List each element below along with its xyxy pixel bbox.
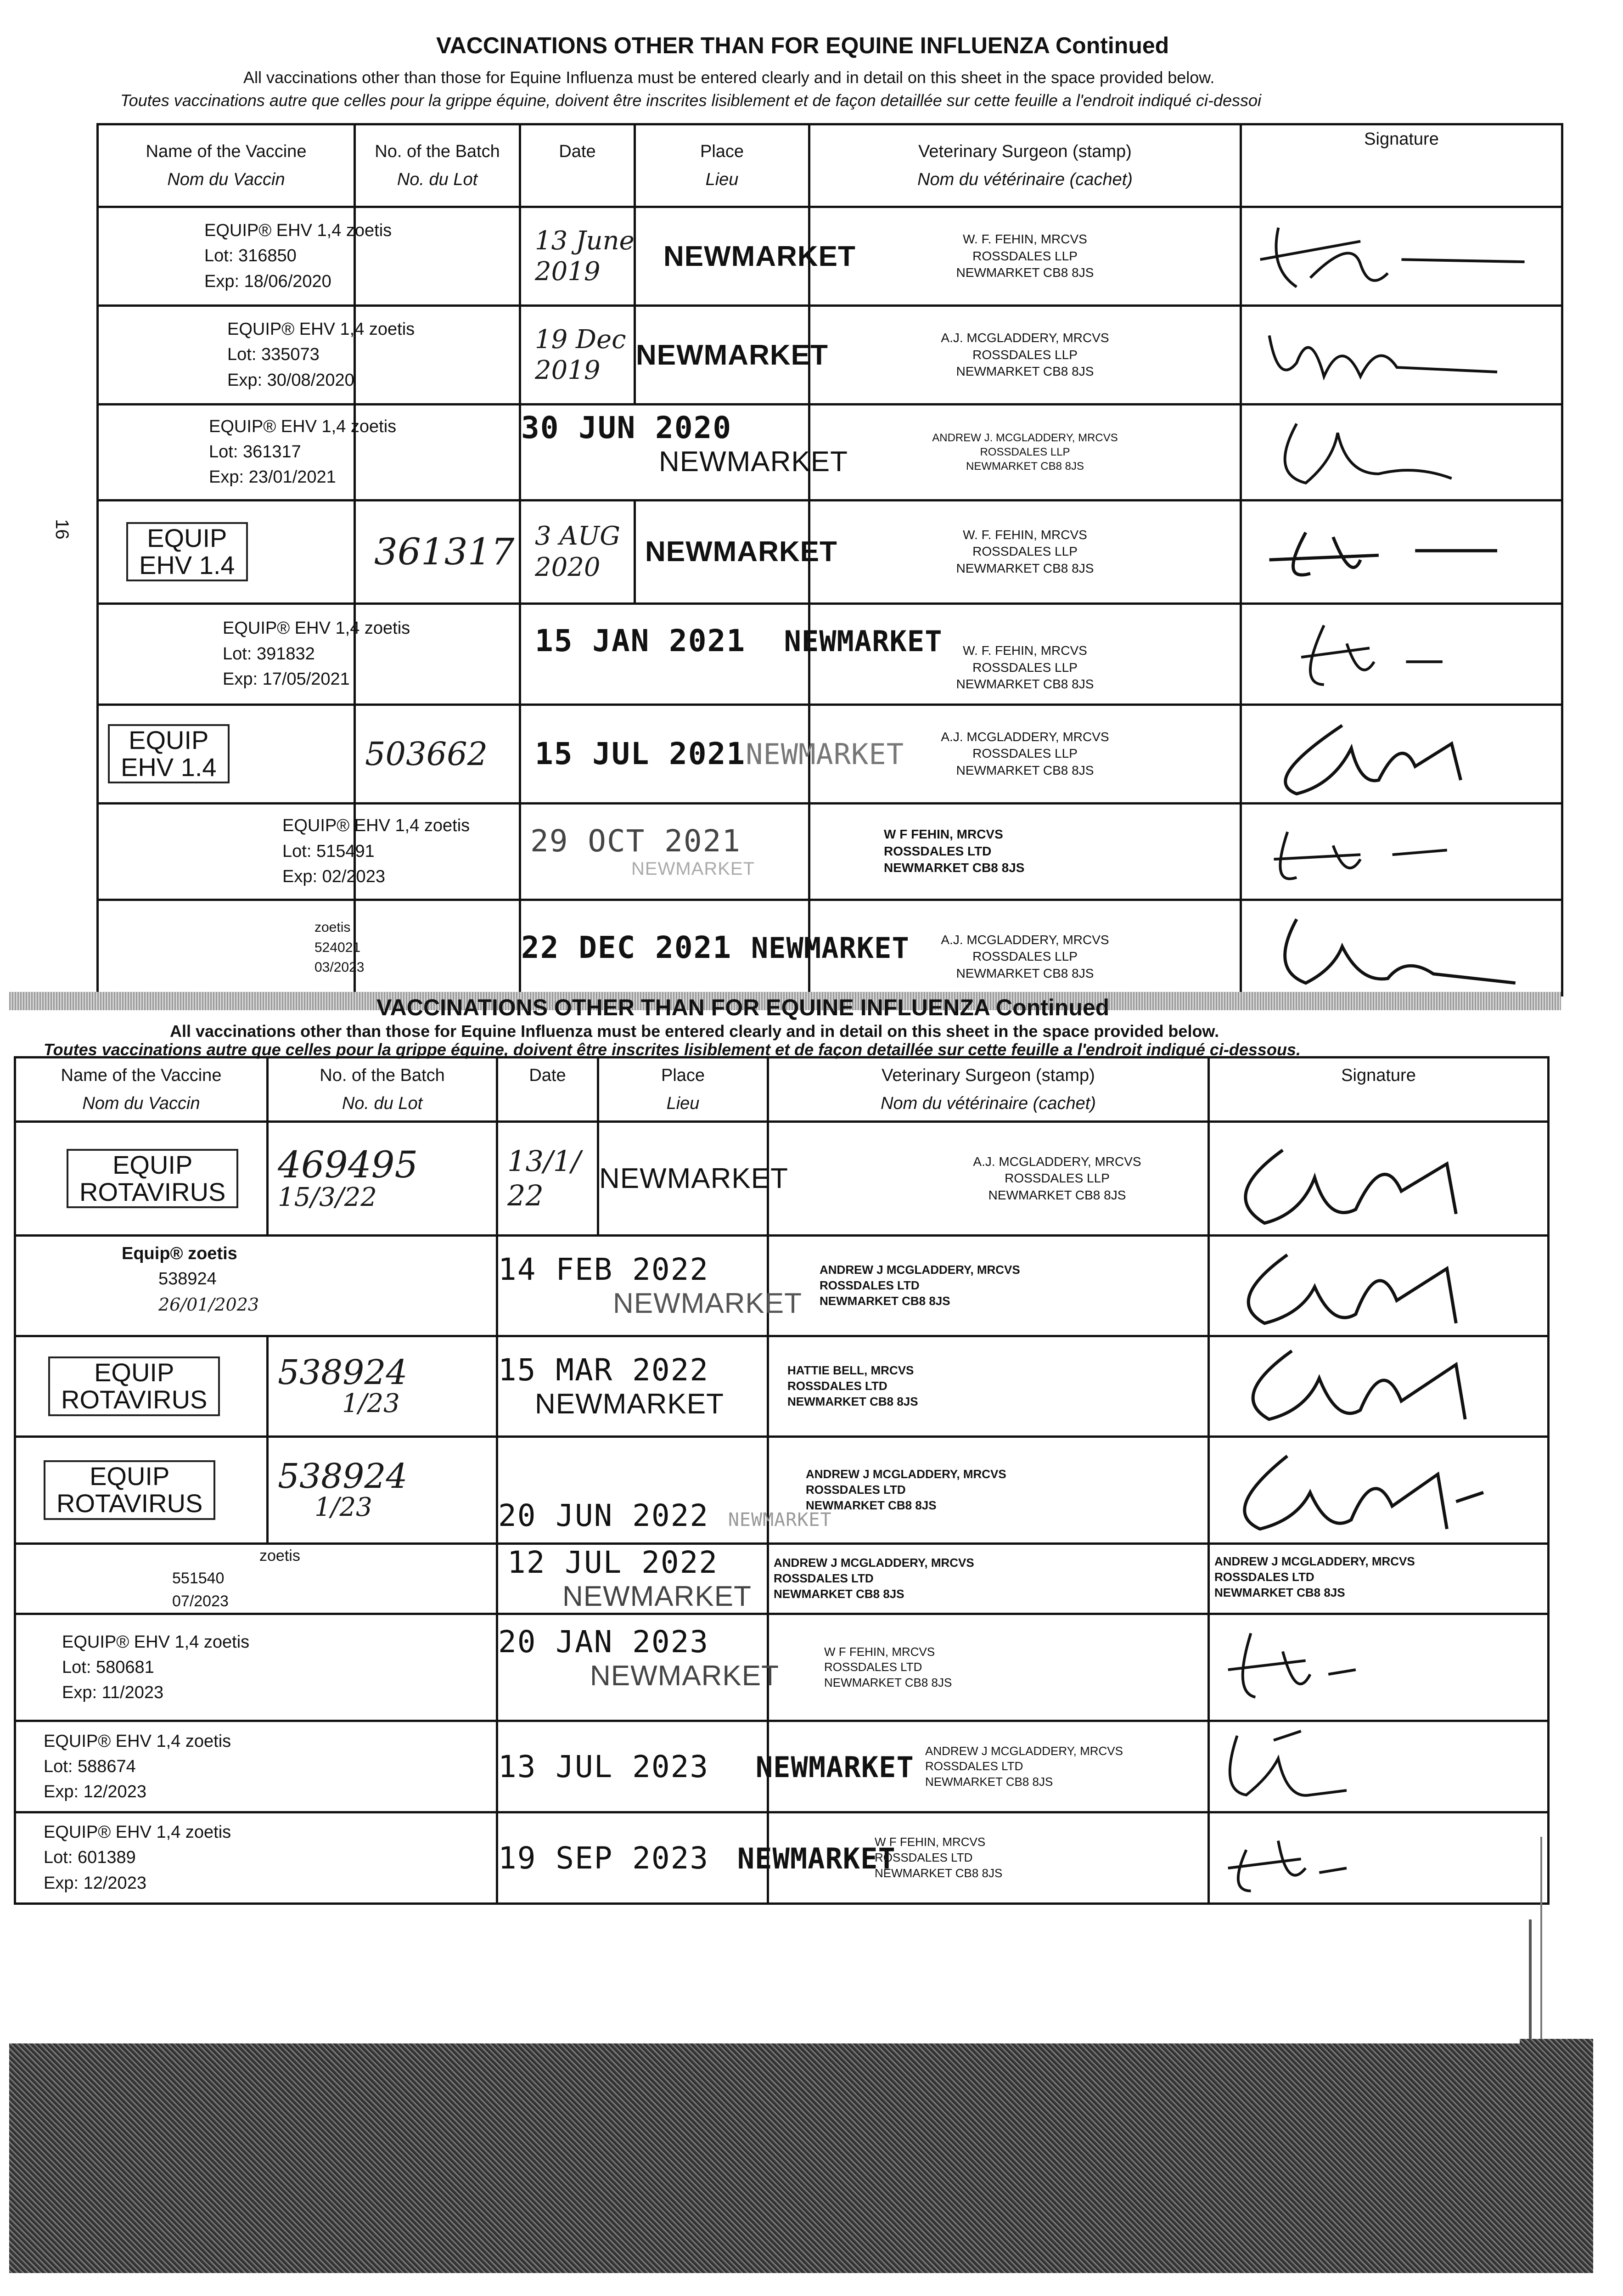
header-signature: Signature [1209, 1058, 1549, 1122]
signature-cell [1241, 803, 1562, 900]
date-stamp: 29 OCT 2021 [530, 823, 741, 859]
vet-stamp: W. F. FEHIN, MRCVS ROSSDALES LLP NEWMARKET CB8 8JS [956, 643, 1094, 692]
table-row [15, 1614, 1549, 1721]
vaccine-label: EQUIP® EHV 1,4 zoetis Lot: 316850 Exp: 18/06/2020 [204, 221, 392, 291]
date-stamp: 20 JUN 2022 NEWMARKET [498, 1498, 832, 1533]
header-vet: Veterinary Surgeon (stamp) Nom du vétérinaire (cachet) [768, 1058, 1209, 1122]
batch-handwritten: 503662 [365, 735, 488, 773]
table-row [15, 1812, 1549, 1904]
top-sheet-title: VACCINATIONS OTHER THAN FOR EQUINE INFLUENZA Continued [436, 33, 1169, 58]
date-stamp: 22 DEC 2021 NEWMARKET [521, 929, 910, 965]
place-stamp-faded: NEWMARKET [631, 859, 755, 879]
vaccine-label: EQUIP® EHV 1,4 zoetis Lot: 335073 Exp: 30/08/2020 [227, 320, 415, 390]
signature-scribble [1210, 1337, 1547, 1433]
signature-scribble [1242, 805, 1561, 896]
header-batch: No. of the Batch No. du Lot [355, 124, 520, 207]
place-stamp: NEWMARKET [755, 1750, 914, 1784]
vaccine-label: EQUIP® EHV 1,4 zoetis Lot: 391832 Exp: 17/05/2021 [223, 619, 410, 689]
bottom-sheet-subtitle-fr: Toutes vaccinations autre que celles pour la grippe équine, doivent être inscrites lisiblement et de façon detaillée sur cette feuille a l'endroit indiqué ci-dessous. [44, 1040, 1301, 1059]
signature-cell [1209, 1614, 1549, 1721]
vet-stamp: W F FEHIN, MRCVS ROSSDALES LTD NEWMARKET CB8 8JS [824, 1644, 952, 1690]
vaccine-stamp-box: EQUIP EHV 1.4 [126, 522, 248, 582]
vet-stamp: ANDREW J MCGLADDERY, MRCVS ROSSDALES LTD NEWMARKET CB8 8JS [774, 1556, 974, 1601]
place-stamp: NEWMARKET [751, 931, 910, 965]
signature-cell [1209, 1812, 1549, 1904]
signature-cell [1241, 603, 1562, 704]
header-vet: Veterinary Surgeon (stamp) Nom du vétérinaire (cachet) [809, 124, 1241, 207]
paper-edge [1540, 1837, 1542, 2057]
place-stamp: NEWMARKET [636, 339, 828, 371]
bottom-sheet-subtitle-en: All vaccinations other than those for Equine Influenza must be entered clearly and in detail on this sheet in the space provided below. [170, 1022, 1219, 1041]
place-stamp: NEWMARKET [659, 446, 848, 478]
signature-vet-stamp: ANDREW J MCGLADDERY, MRCVS ROSSDALES LTD NEWMARKET CB8 8JS [1214, 1554, 1415, 1599]
table-row [15, 1336, 1549, 1436]
signature-scribble [1242, 405, 1561, 497]
vaccine-label: EQUIP® EHV 1,4 zoetis Lot: 361317 Exp: 23/01/2021 [209, 417, 397, 487]
table-row [15, 1236, 1549, 1336]
paper-bottom-edge [9, 2025, 1520, 2043]
signature-cell [1209, 1236, 1549, 1336]
batch-handwritten: 469495 15/3/22 [278, 1143, 418, 1213]
signature-scribble [1210, 1237, 1547, 1333]
vaccine-label: zoetis 524021 03/2023 [314, 920, 365, 975]
place-stamp: NEWMARKET [590, 1660, 779, 1692]
place-stamp-faded: NEWMARKET [746, 737, 904, 771]
batch-handwritten: 361317 [374, 530, 515, 574]
top-vaccination-table [96, 123, 1563, 996]
signature-scribble [1242, 209, 1561, 301]
signature-cell [1209, 1436, 1549, 1543]
paper-edge [1529, 1919, 1532, 2057]
signature-cell [1241, 405, 1562, 501]
signature-scribble [1242, 607, 1561, 698]
vaccine-label: zoetis 551540 07/2023 [172, 1547, 300, 1610]
vet-stamp: A.J. MCGLADDERY, MRCVS ROSSDALES LLP NEWMARKET CB8 8JS [941, 932, 1109, 980]
table-row [98, 603, 1562, 704]
date-stamp: 19 SEP 2023 NEWMARKET [498, 1840, 896, 1876]
vaccine-label: EQUIP® EHV 1,4 zoetis Lot: 515491 Exp: 02/2023 [282, 816, 470, 886]
header-place: Place Lieu [598, 1058, 768, 1122]
vaccine-label: EQUIP® EHV 1,4 zoetis Lot: 601389 Exp: 12/2023 [44, 1823, 231, 1893]
date-stamp: 13 JUL 2023 NEWMARKET [498, 1749, 914, 1784]
signature-scribble [1242, 505, 1561, 597]
header-date: Date [497, 1058, 598, 1122]
vet-stamp: W. F. FEHIN, MRCVS ROSSDALES LLP NEWMARKET CB8 8JS [956, 527, 1094, 575]
header-signature: Signature [1241, 124, 1562, 207]
place-stamp-faded: NEWMARKET [728, 1509, 832, 1531]
vet-stamp: A.J. MCGLADDERY, MRCVS ROSSDALES LLP NEWMARKET CB8 8JS [973, 1154, 1141, 1202]
date-stamp: 15 JUL 2021NEWMARKET [535, 736, 904, 772]
table-row [98, 500, 1562, 603]
batch-handwritten: 538924 1/23 [278, 1352, 408, 1419]
signature-cell [1209, 1721, 1549, 1812]
date-stamp: 20 JAN 2023 [498, 1624, 709, 1660]
vet-stamp: W. F. FEHIN, MRCVS ROSSDALES LLP NEWMARKET CB8 8JS [956, 232, 1094, 280]
place-stamp: NEWMARKET [784, 624, 943, 658]
top-sheet-subtitle-en: All vaccinations other than those for Equine Influenza must be entered clearly and in detail on this sheet in the space provided below. [243, 68, 1215, 87]
vaccine-stamp-box: EQUIP ROTAVIRUS [48, 1356, 220, 1416]
signature-scribble [1210, 1615, 1547, 1717]
table-row [15, 1122, 1549, 1236]
table-row [98, 405, 1562, 501]
place-stamp: NEWMARKET [599, 1163, 788, 1195]
batch-cell [355, 803, 520, 900]
signature-scribble [1242, 308, 1561, 400]
bottom-sheet-title: VACCINATIONS OTHER THAN FOR EQUINE INFLUENZA Continued [376, 995, 1110, 1020]
header-vaccine: Name of the Vaccine Nom du Vaccin [98, 124, 355, 207]
vaccine-stamp-box: EQUIP EHV 1.4 [108, 724, 230, 784]
date-stamp: 12 JUL 2022 [507, 1545, 719, 1580]
signature-scribble [1210, 1722, 1547, 1809]
vet-stamp: A.J. MCGLADDERY, MRCVS ROSSDALES LLP NEWMARKET CB8 8JS [941, 729, 1109, 777]
vet-stamp: ANDREW J MCGLADDERY, MRCVS ROSSDALES LTD NEWMARKET CB8 8JS [925, 1744, 1123, 1789]
place-stamp: NEWMARKET [562, 1581, 752, 1612]
signature-scribble [1210, 1813, 1547, 1900]
top-sheet-subtitle-fr: Toutes vaccinations autre que celles pour la grippe équine, doivent être inscrites lisiblement et de façon detaillée sur cette feuille a l'endroit indiqué ci-dessoi [120, 91, 1262, 110]
date-stamp: 15 MAR 2022 [498, 1352, 709, 1388]
date-stamp: 14 FEB 2022 [498, 1252, 709, 1288]
header-batch: No. of the Batch No. du Lot [268, 1058, 497, 1122]
batch-cell [355, 603, 520, 704]
batch-handwritten: 538924 1/23 [278, 1456, 408, 1523]
signature-cell [1209, 1544, 1549, 1614]
table-row [98, 306, 1562, 405]
batch-cell [355, 306, 520, 405]
page-number: 16 [51, 519, 72, 540]
signature-cell [1209, 1336, 1549, 1436]
vaccine-stamp-box: EQUIP ROTAVIRUS [44, 1460, 215, 1520]
vet-stamp: A.J. MCGLADDERY, MRCVS ROSSDALES LLP NEWMARKET CB8 8JS [941, 331, 1109, 379]
table-row [98, 900, 1562, 996]
header-date: Date [520, 124, 635, 207]
place-stamp: NEWMARKET [645, 536, 837, 568]
date-stamp: 30 JUN 2020 [521, 410, 732, 445]
place-stamp: NEWMARKET [737, 1841, 896, 1875]
vaccine-label: Equip® zoetis 538924 26/01/2023 [122, 1244, 259, 1315]
signature-cell [1241, 704, 1562, 803]
signature-scribble [1242, 707, 1561, 799]
signature-scribble [1210, 1123, 1547, 1232]
signature-cell [1241, 500, 1562, 603]
vaccine-stamp-box: EQUIP ROTAVIRUS [67, 1149, 238, 1209]
table-row [15, 1544, 1549, 1614]
table-row [98, 207, 1562, 306]
vaccine-label: EQUIP® EHV 1,4 zoetis Lot: 580681 Exp: 11/2023 [62, 1632, 250, 1702]
header-place: Place Lieu [635, 124, 809, 207]
bottom-vaccination-table [14, 1056, 1550, 1905]
signature-scribble [1242, 901, 1561, 992]
signature-cell [1241, 306, 1562, 405]
signature-cell [1241, 207, 1562, 306]
date-handwritten: 13/1/ 22 [507, 1144, 581, 1212]
signature-cell [1209, 1122, 1549, 1236]
date-handwritten: 13 June 2019 [535, 225, 635, 287]
date-handwritten: 3 AUG 2020 [535, 521, 620, 582]
place-stamp-faded: NEWMARKET [613, 1288, 802, 1320]
vet-stamp: W F FEHIN, MRCVS ROSSDALES LTD NEWMARKET CB8 8JS [875, 1835, 1003, 1880]
top-header-row [98, 124, 1562, 207]
signature-scribble [1210, 1438, 1547, 1540]
vet-stamp: ANDREW J. MCGLADDERY, MRCVS ROSSDALES LLP NEWMARKET CB8 8JS [932, 432, 1118, 473]
vet-stamp: HATTIE BELL, MRCVS ROSSDALES LTD NEWMARKET CB8 8JS [787, 1363, 918, 1408]
batch-cell [355, 900, 520, 996]
scan-background [9, 2039, 1593, 2273]
table-row [98, 704, 1562, 803]
vet-stamp: ANDREW J MCGLADDERY, MRCVS ROSSDALES LTD NEWMARKET CB8 8JS [806, 1467, 1006, 1512]
batch-cell [355, 405, 520, 501]
date-stamp: 15 JAN 2021 NEWMARKET [535, 623, 943, 658]
vet-stamp: W F FEHIN, MRCVS ROSSDALES LTD NEWMARKET CB8 8JS [884, 827, 1025, 875]
vet-stamp: ANDREW J MCGLADDERY, MRCVS ROSSDALES LTD NEWMARKET CB8 8JS [820, 1263, 1020, 1308]
signature-cell [1241, 900, 1562, 996]
date-handwritten: 19 Dec 2019 [535, 324, 626, 385]
batch-cell [355, 207, 520, 306]
place-stamp: NEWMARKET [663, 240, 856, 272]
table-row [15, 1721, 1549, 1812]
vaccine-label: EQUIP® EHV 1,4 zoetis Lot: 588674 Exp: 12/2023 [44, 1731, 231, 1801]
header-vaccine: Name of the Vaccine Nom du Vaccin [15, 1058, 268, 1122]
table-row [98, 803, 1562, 900]
place-stamp: NEWMARKET [535, 1388, 724, 1420]
table-row [15, 1436, 1549, 1543]
bottom-header-row [15, 1058, 1549, 1122]
